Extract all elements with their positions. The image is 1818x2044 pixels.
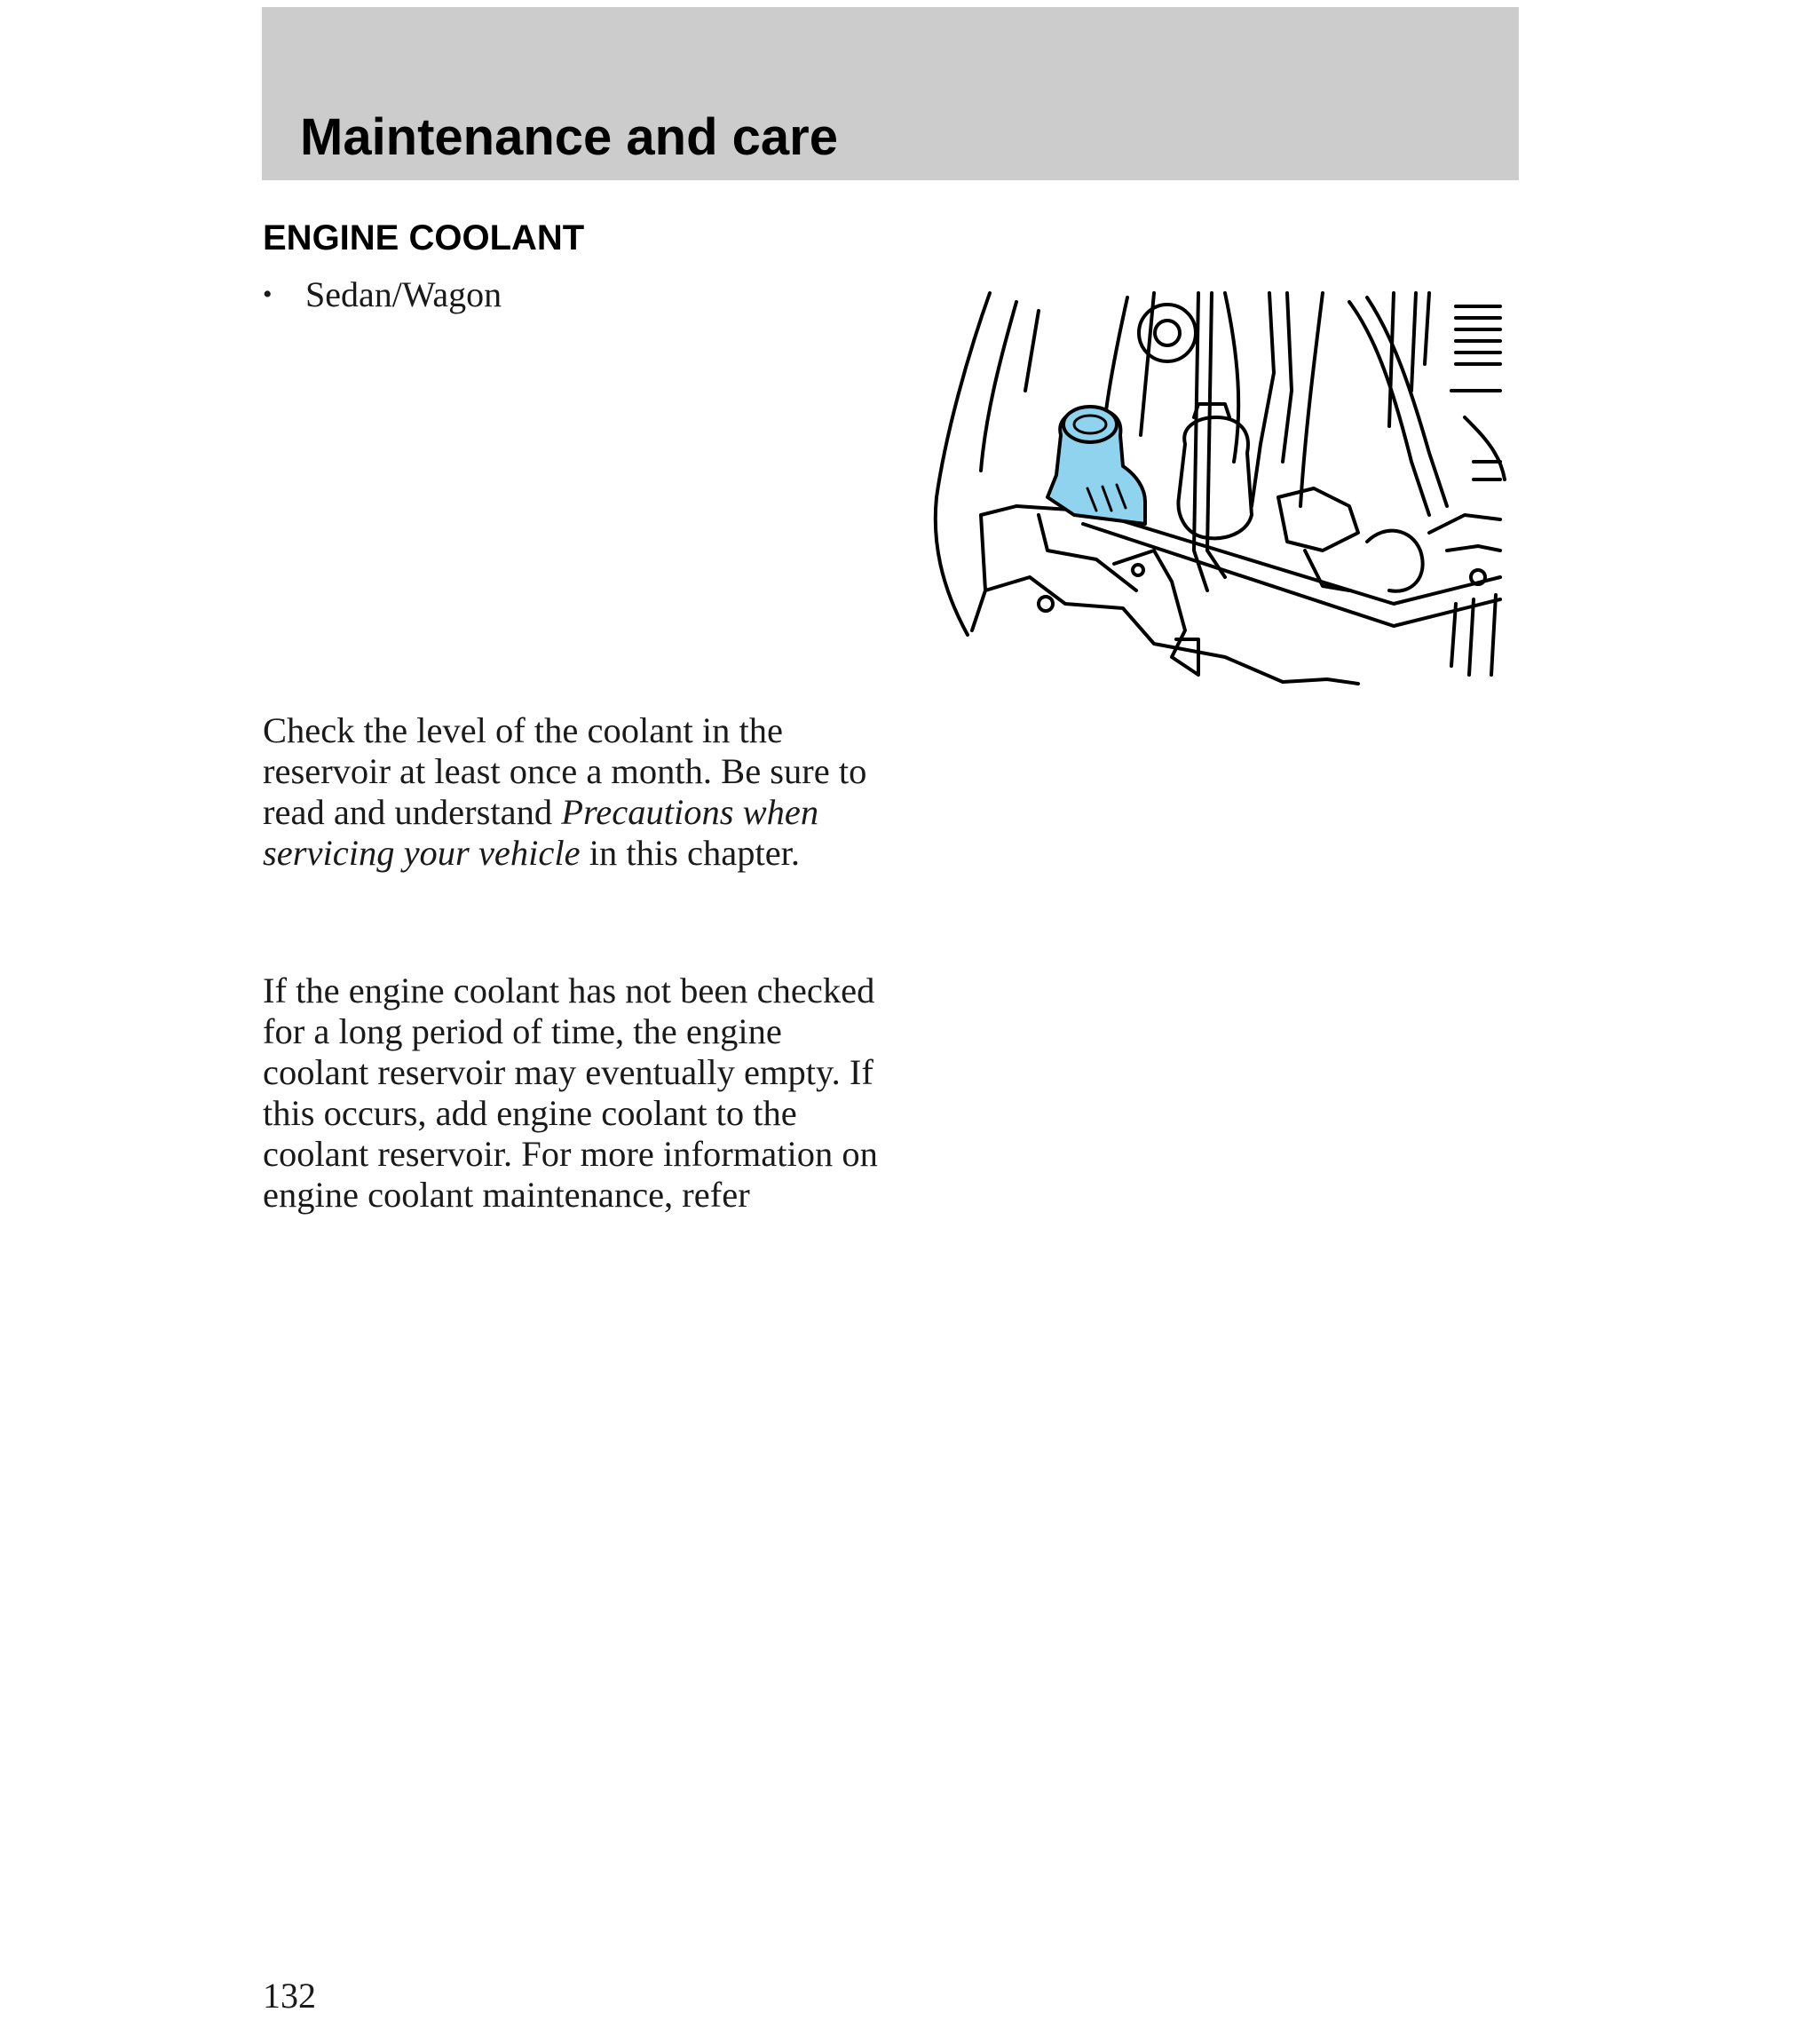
paragraph-check-level <box>263 710 884 874</box>
bullet-label: Sedan/Wagon <box>305 274 502 314</box>
engine-compartment-illustration <box>932 284 1522 693</box>
bullet-icon: • <box>263 280 273 309</box>
cross-reference: Precautions when servicing your vehicle <box>263 792 819 873</box>
header-band <box>262 7 1519 180</box>
paragraph-text: Check the level of the coolant in the reservoir at least once a month. Be sure to read and understand <box>263 710 867 832</box>
section-heading: ENGINE COOLANT <box>263 218 585 257</box>
paragraph-refill: If the engine coolant has not been checked for a long period of time, the engine coolant reservoir may eventually empty. If this occurs, add engine coolant to the coolant reservoir. For more information on engine coolant maintenance, refer <box>263 971 878 1215</box>
paragraph-text: in this chapter. <box>580 833 801 873</box>
page-title: Maintenance and care <box>300 108 838 166</box>
page-number: 132 <box>263 1976 316 2016</box>
list-item <box>263 274 502 314</box>
